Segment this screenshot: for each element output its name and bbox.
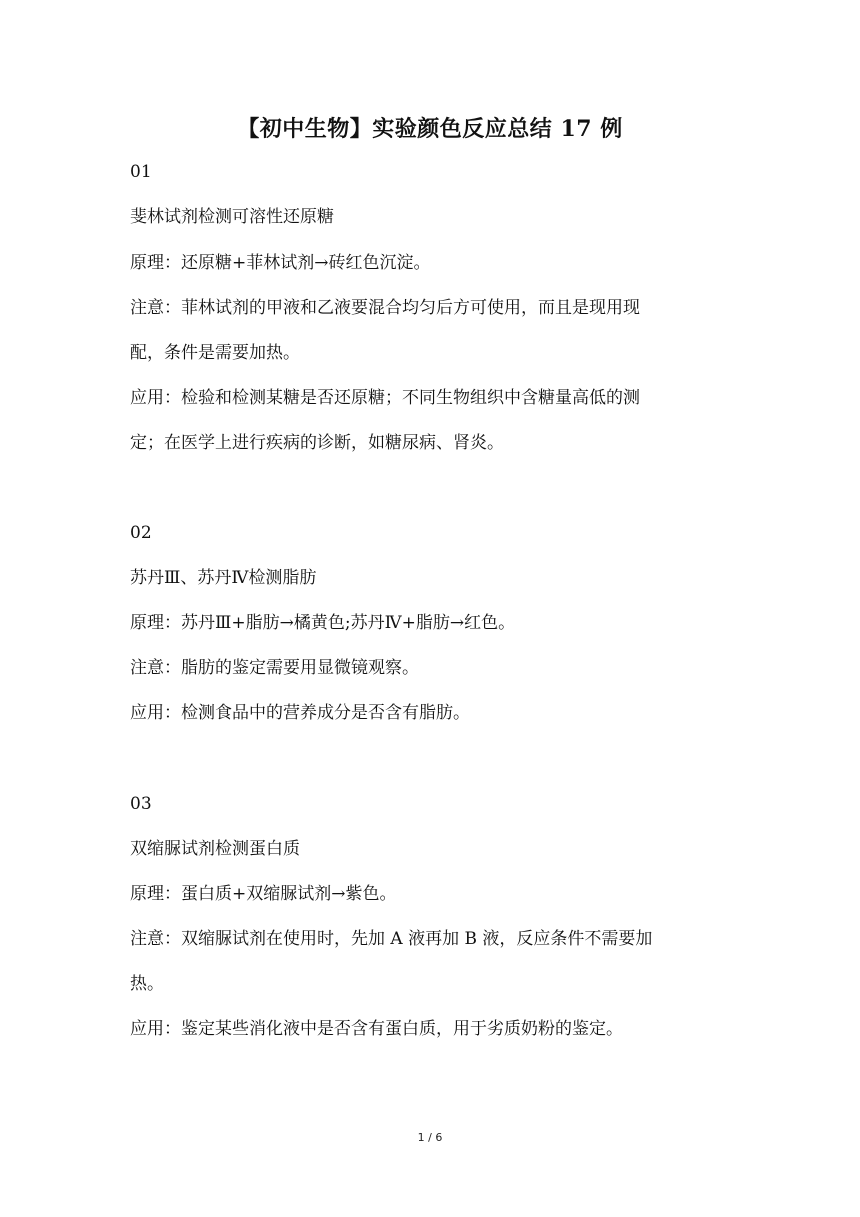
application-text: 应用：检测食品中的营养成分是否含有脂肪。: [130, 703, 470, 723]
section-number: 01: [130, 162, 152, 182]
section-number: 03: [130, 794, 152, 814]
note-text-continued: 配，条件是需要加热。: [130, 343, 300, 363]
application-text-continued: 定；在医学上进行疾病的诊断，如糖尿病、肾炎。: [130, 433, 504, 453]
principle-text: 原理：蛋白质+双缩脲试剂→紫色。: [130, 884, 397, 904]
section-heading: 斐林试剂检测可溶性还原糖: [130, 207, 334, 227]
section-heading: 苏丹Ⅲ、苏丹Ⅳ检测脂肪: [130, 568, 317, 588]
note-text: 注意：菲林试剂的甲液和乙液要混合均匀后方可使用，而且是现用现: [130, 298, 640, 318]
page-title: 【初中生物】实验颜色反应总结 17 例: [237, 116, 623, 142]
note-text: 注意：双缩脲试剂在使用时，先加 A 液再加 B 液，反应条件不需要加: [130, 929, 653, 949]
page-indicator: 1 / 6: [417, 1131, 443, 1144]
note-text: 注意：脂肪的鉴定需要用显微镜观察。: [130, 658, 419, 678]
section-heading: 双缩脲试剂检测蛋白质: [130, 839, 300, 859]
application-text: 应用：检验和检测某糖是否还原糖；不同生物组织中含糖量高低的测: [130, 388, 640, 408]
principle-text: 原理：苏丹Ⅲ+脂肪→橘黄色;苏丹Ⅳ+脂肪→红色。: [130, 613, 516, 633]
note-text-continued: 热。: [130, 974, 164, 994]
application-text: 应用：鉴定某些消化液中是否含有蛋白质，用于劣质奶粉的鉴定。: [130, 1019, 623, 1039]
principle-text: 原理：还原糖+菲林试剂→砖红色沉淀。: [130, 253, 431, 273]
section-number: 02: [130, 523, 152, 543]
